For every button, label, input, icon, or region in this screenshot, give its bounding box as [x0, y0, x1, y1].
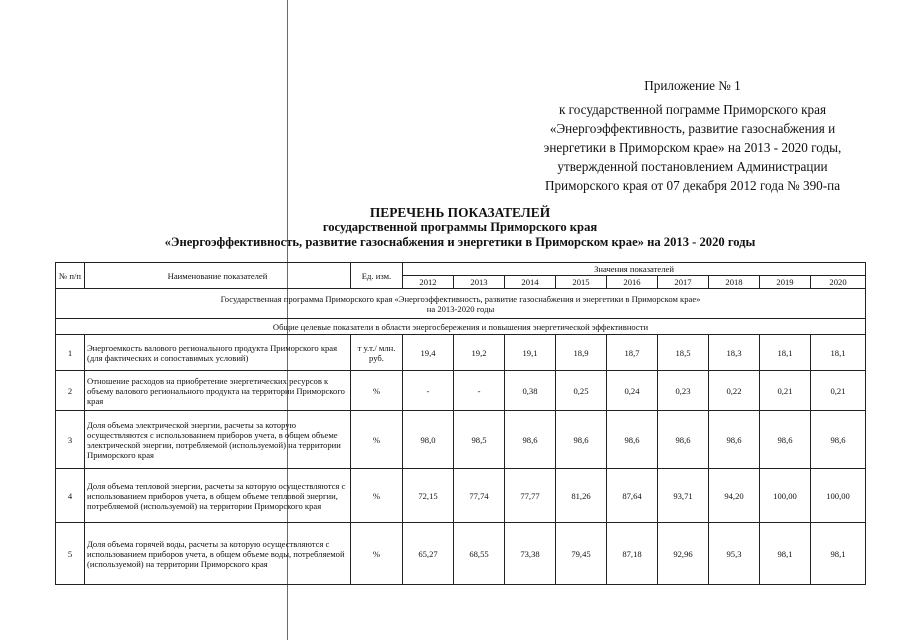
header-unit: Ед. изм.: [351, 263, 403, 289]
row-value: 18,1: [811, 335, 866, 371]
row-value: 98,5: [454, 411, 505, 469]
row-value: 65,27: [403, 523, 454, 585]
row-value: 98,6: [760, 411, 811, 469]
row-value: 19,1: [505, 335, 556, 371]
row-value: 72,15: [403, 469, 454, 523]
row-value: 100,00: [760, 469, 811, 523]
document-subtitle: государственной программы Приморского края: [322, 220, 598, 234]
program-title: Государственная программа Приморского края «Энергоэффективность, развитие газоснабжения и энергетики в Приморском крае»: [220, 293, 701, 304]
row-value: 79,45: [556, 523, 607, 585]
document-title: ПЕРЕЧЕНЬ ПОКАЗАТЕЛЕЙ: [369, 205, 551, 220]
row-value: 81,26: [556, 469, 607, 523]
appendix-line: энергетики в Приморском крае» на 2013 - 2020 годы,: [543, 140, 842, 155]
row-unit: т у.т./ млн. руб.: [351, 335, 403, 371]
row-value: 68,55: [454, 523, 505, 585]
row-value: 73,38: [505, 523, 556, 585]
row-value: 0,24: [607, 371, 658, 411]
program-row: [56, 289, 866, 319]
table-row: [56, 411, 866, 469]
row-value: 0,22: [709, 371, 760, 411]
row-value: 98,1: [760, 523, 811, 585]
row-value: 18,5: [658, 335, 709, 371]
row-value: 18,3: [709, 335, 760, 371]
document-program-name: «Энергоэффективность, развитие газоснабжения и энергетики в Приморском крае» на 2013 - 2020 годы: [164, 235, 756, 249]
row-value: 98,6: [658, 411, 709, 469]
program-title-cell: [56, 289, 866, 319]
row-value: 92,96: [658, 523, 709, 585]
row-value: 0,25: [556, 371, 607, 411]
row-value: 18,1: [760, 335, 811, 371]
row-value: 94,20: [709, 469, 760, 523]
document-title-block: [55, 205, 865, 250]
table-row: [56, 335, 866, 371]
row-value: 98,6: [607, 411, 658, 469]
row-value: 98,1: [811, 523, 866, 585]
row-value: 98,0: [403, 411, 454, 469]
row-value: 95,3: [709, 523, 760, 585]
header-year: 2015: [556, 276, 607, 289]
table-row: [56, 523, 866, 585]
row-unit: %: [351, 469, 403, 523]
header-year: 2012: [403, 276, 454, 289]
row-value: 0,38: [505, 371, 556, 411]
section-row: [56, 319, 866, 335]
header-year: 2019: [760, 276, 811, 289]
row-value: 98,6: [556, 411, 607, 469]
row-value: 93,71: [658, 469, 709, 523]
row-number: 5: [56, 523, 85, 585]
indicators-table: [55, 262, 866, 585]
section-title: Общие целевые показатели в области энергосбережения и повышения энергетической эффективности: [56, 319, 866, 335]
row-value: 98,6: [811, 411, 866, 469]
header-year: 2018: [709, 276, 760, 289]
header-values: Значения показателей: [403, 263, 866, 276]
header-name: Наименование показателей: [85, 263, 351, 289]
row-number: 2: [56, 371, 85, 411]
appendix-header: [520, 76, 865, 195]
row-value: 87,18: [607, 523, 658, 585]
row-name: Доля объема электрической энергии, расчеты за которую осуществляются с использованием приборов учета, в общем объеме электрической энергии, потребляемой (используемой) на территории Приморского края: [85, 411, 351, 469]
row-value: 0,21: [760, 371, 811, 411]
row-unit: %: [351, 371, 403, 411]
table-row: [56, 371, 866, 411]
header-number: № п/п: [56, 263, 85, 289]
appendix-number: Приложение № 1: [644, 78, 741, 93]
row-unit: %: [351, 523, 403, 585]
row-value: 18,9: [556, 335, 607, 371]
row-value: 98,6: [709, 411, 760, 469]
row-name: Энергоемкость валового регионального продукта Приморского края (для фактических и сопоставимых условий): [85, 335, 351, 371]
table-row: [56, 469, 866, 523]
appendix-line: Приморского края от 07 декабря 2012 года № 390-па: [544, 178, 841, 193]
row-value: 0,21: [811, 371, 866, 411]
header-year: 2013: [454, 276, 505, 289]
row-value: 19,4: [403, 335, 454, 371]
row-value: -: [454, 371, 505, 411]
row-value: 100,00: [811, 469, 866, 523]
row-value: 87,64: [607, 469, 658, 523]
row-number: 4: [56, 469, 85, 523]
appendix-line: утвержденной постановлением Администрации: [557, 159, 828, 174]
row-value: -: [403, 371, 454, 411]
row-value: 0,23: [658, 371, 709, 411]
row-value: 19,2: [454, 335, 505, 371]
row-unit: %: [351, 411, 403, 469]
header-year: 2020: [811, 276, 866, 289]
header-year: 2014: [505, 276, 556, 289]
row-name: Доля объема горячей воды, расчеты за которую осуществляются с использованием приборов учета, в общем объеме воды, потребляемой (используемой) на территории Приморского края: [85, 523, 351, 585]
header-year: 2017: [658, 276, 709, 289]
row-number: 1: [56, 335, 85, 371]
row-value: 77,77: [505, 469, 556, 523]
appendix-line: «Энергоэффективность, развитие газоснабжения и: [549, 121, 836, 136]
program-subtitle: на 2013-2020 годы: [426, 303, 495, 314]
row-number: 3: [56, 411, 85, 469]
header-year: 2016: [607, 276, 658, 289]
row-value: 18,7: [607, 335, 658, 371]
row-value: 98,6: [505, 411, 556, 469]
row-value: 77,74: [454, 469, 505, 523]
row-name: Отношение расходов на приобретение энергетических ресурсов к объему валового регионального продукта на территории Приморского края: [85, 371, 351, 411]
appendix-line: к государственной пограмме Приморского края: [558, 102, 827, 117]
row-name: Доля объема тепловой энергии, расчеты за которую осуществляются с использованием приборов учета, в общем объеме тепловой энергии, потребляемой (используемой) на территории Приморского края: [85, 469, 351, 523]
